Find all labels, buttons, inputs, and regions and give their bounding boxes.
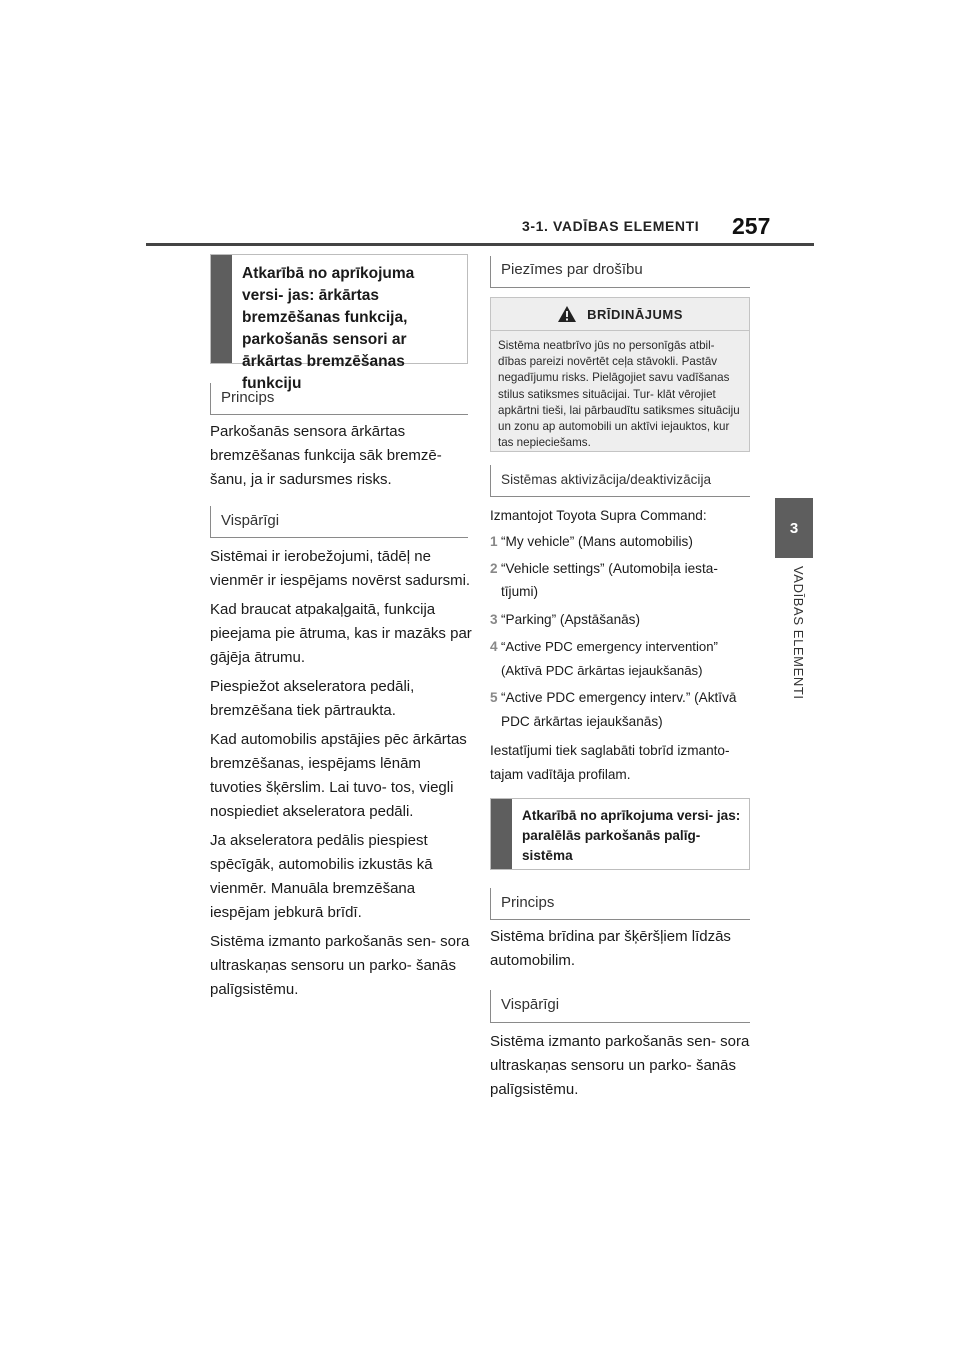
step-number: 5 xyxy=(490,690,498,705)
paragraph: Kad braucat atpakaļgaitā, funkcija pieejama pie ātruma, kas ir mazāks par gājēja ātrumu. xyxy=(210,601,472,666)
step-text: “Parking” (Apstāšanās) xyxy=(501,611,641,627)
step-item xyxy=(490,530,752,554)
paragraph: Ja akseleratora pedālis piespiest spēcīgāk, automobilis izkustās kā vienmēr. Manuāla bremzēšana iespējam jebkurā brīdī. xyxy=(210,832,433,921)
heading-safety-text: Piezīmes par drošību xyxy=(501,261,643,278)
paragraph: Sistēma brīdina par šķēršļiem līdzās automobilim. xyxy=(490,928,731,969)
principle-text-left xyxy=(210,420,472,497)
step-item xyxy=(490,608,752,632)
heading-general-left xyxy=(210,506,468,538)
heading-safety xyxy=(490,256,750,288)
step-number: 4 xyxy=(490,639,498,654)
warning-title: BRĪDINĀJUMS xyxy=(587,306,683,322)
equipment-text: Atkarībā no aprīkojuma versi- jas: ārkārtas bremzēšanas funkcija, parkošanās sensori ar ārkārtas bremzēšanas funkciju xyxy=(242,265,415,392)
paragraph: Sistēma izmanto parkošanās sen- sora ultraskaņas sensoru un parko- šanās palīgsistēmu. xyxy=(490,1033,750,1098)
step-item xyxy=(490,686,752,733)
step-number: 3 xyxy=(490,611,498,627)
warning-box xyxy=(490,297,750,452)
step-item xyxy=(490,557,752,604)
steps-intro: Izmantojot Toyota Supra Command: xyxy=(490,508,707,523)
paragraph: Kad automobilis apstājies pēc ārkārtas bremzēšanas, iespējams lēnām tuvoties šķērslim. Lai tuvo- tos, viegli nospiediet akseleratora pedāli. xyxy=(210,731,467,820)
step-text: “My vehicle” (Mans automobilis) xyxy=(501,534,693,549)
equipment-box-left xyxy=(210,254,468,392)
heading-principle-right-text: Princips xyxy=(501,894,555,911)
warning-text: Sistēma neatbrīvo jūs no personīgās atbil- dības pareizi novērtēt ceļa stāvokli. Pastāv negadījumu risks. Pielāgojiet savu vadīšanas stilus satiksmes situācijai. Tur- klāt vērojiet apkārtni tieši, lai pārbaudītu satiksmes situāciju un zonu ap automobili un aktīvi iejauktos, kur tas nepieciešams. xyxy=(498,339,740,450)
section-title: 3-1. VADĪBAS ELEMENTI xyxy=(522,218,700,234)
warning-icon xyxy=(557,305,577,323)
heading-general-right xyxy=(490,990,750,1023)
heading-general-right-text: Vispārīgi xyxy=(501,996,560,1013)
heading-activation-text: Sistēmas aktivizācija/deaktivizācija xyxy=(501,472,712,487)
chapter-tab: 3 xyxy=(775,498,813,558)
equipment-bar xyxy=(211,255,232,363)
step-text: “Active PDC emergency interv.” (Aktīvā PDC ārkārtas iejaukšanās) xyxy=(501,690,737,729)
paragraph: Parkošanās sensora ārkārtas bremzēšanas funkcija sāk bremzē- šanu, ja ir sadursmes risks. xyxy=(210,423,442,488)
heading-principle-left xyxy=(210,383,468,415)
equipment-text: Atkarībā no aprīkojuma versi- jas: paralēlās parkošanās palīg- sistēma xyxy=(522,808,741,863)
general-text-right xyxy=(490,1030,752,1107)
warning-header xyxy=(491,298,749,331)
chapter-label: VADĪBAS ELEMENTI xyxy=(791,566,806,700)
step-item xyxy=(490,635,752,682)
saved-note: Iestatījumi tiek saglabāti tobrīd izmanto- tajam vadītāja profilam. xyxy=(490,743,730,782)
general-text-left xyxy=(210,545,472,1007)
header-rule xyxy=(146,243,814,246)
equipment-box-right xyxy=(490,798,750,870)
heading-activation xyxy=(490,465,750,497)
equipment-bar xyxy=(491,799,512,869)
heading-general-left-text: Vispārīgi xyxy=(221,512,280,529)
page-number: 257 xyxy=(732,213,771,239)
activation-steps xyxy=(490,504,752,787)
step-text: “Active PDC emergency intervention” (Aktīvā PDC ārkārtas iejaukšanās) xyxy=(501,639,718,678)
paragraph: Sistēma izmanto parkošanās sen- sora ultraskaņas sensoru un parko- šanās palīgsistēmu. xyxy=(210,933,470,998)
step-number: 2 xyxy=(490,560,498,576)
heading-principle-right xyxy=(490,888,750,920)
paragraph: Piespiežot akseleratora pedāli, bremzēšana tiek pārtraukta. xyxy=(210,678,415,719)
step-text: “Vehicle settings” (Automobiļa iesta- tījumi) xyxy=(501,560,718,599)
step-number: 1 xyxy=(490,534,498,549)
paragraph: Sistēmai ir ierobežojumi, tādēļ ne vienmēr ir iespējams novērst sadursmi. xyxy=(210,548,471,589)
principle-text-right xyxy=(490,925,752,978)
heading-principle-left-text: Princips xyxy=(221,389,275,406)
